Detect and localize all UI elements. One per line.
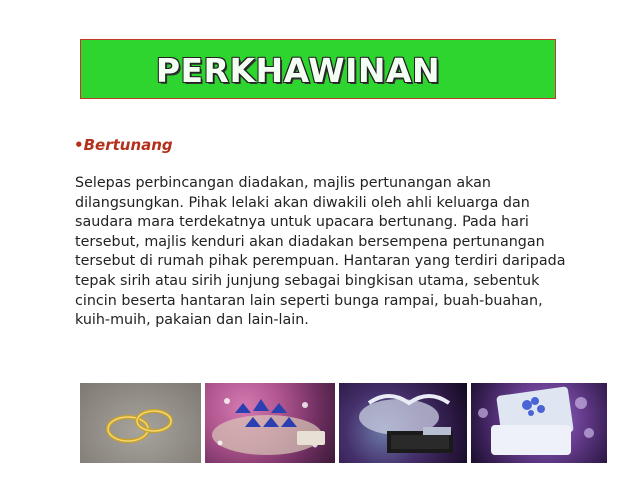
paragraph-line: cincin beserta hantaran lain seperti bunga rampai, buah-buahan, bbox=[75, 292, 543, 309]
rings-illustration bbox=[80, 383, 201, 463]
section-heading: •Bertunang bbox=[74, 136, 173, 154]
body-paragraph bbox=[75, 174, 631, 331]
giftbox-illustration bbox=[339, 383, 467, 463]
paragraph-line: tersebut di rumah pihak perempuan. Hantaran yang terdiri daripada bbox=[75, 253, 566, 270]
title-banner bbox=[80, 39, 556, 99]
paragraph-line: dilangsungkan. Pihak lelaki akan diwakili oleh ahli keluarga dan bbox=[75, 194, 530, 211]
pillow-illustration bbox=[471, 383, 607, 463]
paragraph-line: tepak sirih atau sirih junjung sebagai bingkisan utama, sebentuk bbox=[75, 272, 540, 289]
paragraph-line: saudara mara terdekatnya untuk upacara bertunang. Pada hari bbox=[75, 214, 529, 231]
paragraph-line: kuih-muih, pakaian dan lain-lain. bbox=[75, 312, 309, 329]
paragraph-line: tersebut, majlis kenduri akan diadakan bersempena pertunangan bbox=[75, 233, 545, 250]
tray-illustration bbox=[205, 383, 335, 463]
paragraph-line: Selepas perbincangan diadakan, majlis pertunangan akan bbox=[75, 175, 491, 191]
hantaran-tray-photo bbox=[205, 383, 335, 463]
hantaran-giftbox-photo bbox=[339, 383, 467, 463]
slide-title: PERKHAWINAN bbox=[155, 50, 441, 90]
gold-rings-photo bbox=[80, 383, 201, 463]
hantaran-pillow-photo bbox=[471, 383, 607, 463]
